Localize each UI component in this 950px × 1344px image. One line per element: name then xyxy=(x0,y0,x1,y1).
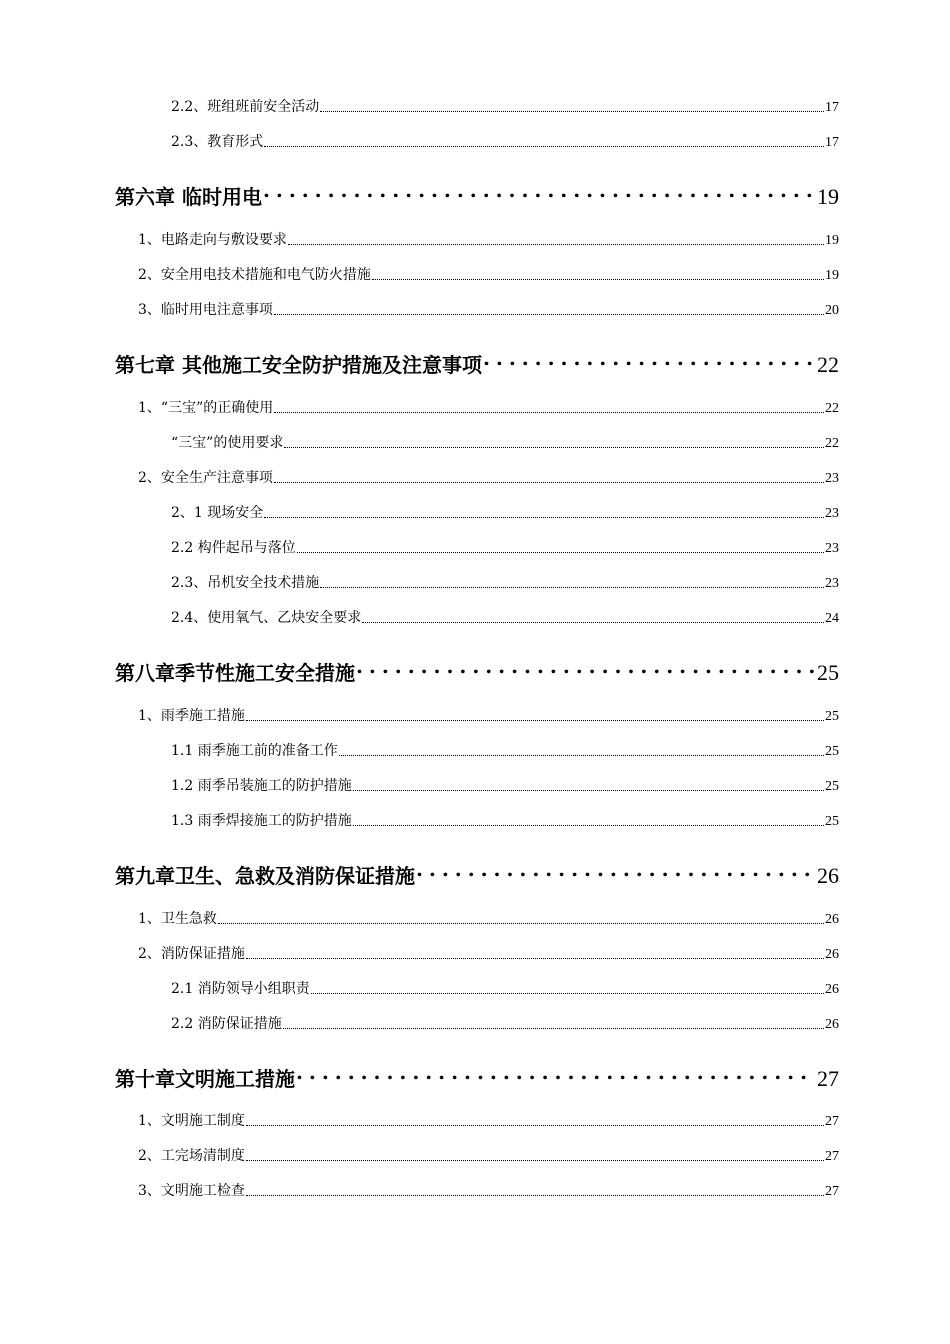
toc-entry-title: 2.2 消防保证措施 xyxy=(171,1016,282,1032)
toc-entry-title: 2.2 构件起吊与落位 xyxy=(171,540,296,556)
toc-chapter-page: 22 xyxy=(817,352,839,377)
toc-leader-dots xyxy=(311,992,824,994)
toc-leader-dots xyxy=(320,586,824,588)
toc-leader-dots xyxy=(288,243,824,245)
toc-entry-page: 17 xyxy=(825,135,839,150)
toc-entry-title: 2.3、吊机安全技术措施 xyxy=(171,575,320,591)
toc-leader-dots xyxy=(320,110,824,112)
toc-entry-page: 19 xyxy=(825,268,839,283)
toc-entry-page: 27 xyxy=(825,1184,839,1199)
toc-chapter-entry[interactable] xyxy=(115,1058,839,1091)
toc-entry[interactable] xyxy=(171,97,839,117)
toc-entry[interactable] xyxy=(171,811,839,831)
toc-entry-title: 1、文明施工制度 xyxy=(138,1113,245,1129)
toc-entry-page: 17 xyxy=(825,100,839,115)
toc-entry-title: 1、“三宝”的正确使用 xyxy=(138,400,274,416)
toc-entry-page: 23 xyxy=(825,541,839,556)
toc-entry-title: 1、卫生急救 xyxy=(138,911,217,927)
toc-entry[interactable] xyxy=(138,468,839,488)
toc-leader-dots xyxy=(353,789,824,791)
toc-leader-dots xyxy=(274,313,824,315)
toc-entry[interactable] xyxy=(138,909,839,929)
toc-entry-page: 25 xyxy=(825,814,839,829)
toc-leader-dots xyxy=(372,278,824,280)
toc-entry[interactable] xyxy=(171,433,839,453)
toc-chapter-entry[interactable] xyxy=(115,855,839,888)
toc-leader-dots xyxy=(246,1194,824,1196)
toc-entry-title: 3、文明施工检查 xyxy=(138,1183,245,1199)
toc-leader-dots xyxy=(274,481,824,483)
toc-entry[interactable] xyxy=(138,1146,839,1166)
toc-entry-page: 19 xyxy=(825,233,839,248)
toc-entry[interactable] xyxy=(138,265,839,285)
toc-leader-dots xyxy=(218,922,824,924)
toc-chapter-entry[interactable] xyxy=(115,176,839,209)
toc-entry[interactable] xyxy=(171,132,839,152)
toc-entry-page: 24 xyxy=(825,611,839,626)
toc-entry-page: 26 xyxy=(825,912,839,927)
toc-leader-dots xyxy=(296,1058,814,1086)
toc-chapter-page: 27 xyxy=(817,1066,839,1091)
toc-chapter-title: 第八章季节性施工安全措施 xyxy=(115,661,355,685)
toc-entry[interactable] xyxy=(171,608,839,628)
toc-entry[interactable] xyxy=(138,300,839,320)
toc-entry-title: 2、消防保证措施 xyxy=(138,946,245,962)
toc-entry[interactable] xyxy=(171,538,839,558)
toc-leader-dots xyxy=(264,145,824,147)
toc-leader-dots xyxy=(356,652,814,680)
toc-entry-title: 1.2 雨季吊装施工的防护措施 xyxy=(171,778,352,794)
toc-entry-title: 2、安全生产注意事项 xyxy=(138,470,273,486)
toc-entry[interactable] xyxy=(171,776,839,796)
toc-entry-page: 25 xyxy=(825,744,839,759)
toc-entry-title: 1.3 雨季焊接施工的防护措施 xyxy=(171,813,352,829)
toc-entry-page: 26 xyxy=(825,1017,839,1032)
toc-entry-page: 20 xyxy=(825,303,839,318)
toc-entry[interactable] xyxy=(171,1014,839,1034)
toc-entry[interactable] xyxy=(171,979,839,999)
toc-entry[interactable] xyxy=(138,1111,839,1131)
toc-chapter-page: 26 xyxy=(817,863,839,888)
toc-leader-dots xyxy=(246,1159,824,1161)
toc-leader-dots xyxy=(297,551,824,553)
toc-entry-page: 25 xyxy=(825,779,839,794)
toc-entry[interactable] xyxy=(138,1181,839,1201)
toc-entry-page: 26 xyxy=(825,982,839,997)
toc-entry-title: 1、电路走向与敷设要求 xyxy=(138,232,287,248)
toc-entry[interactable] xyxy=(171,741,839,761)
toc-entry-page: 23 xyxy=(825,576,839,591)
toc-entry[interactable] xyxy=(171,503,839,523)
toc-entry[interactable] xyxy=(138,706,839,726)
toc-entry[interactable] xyxy=(138,398,839,418)
toc-chapter-page: 19 xyxy=(817,184,839,209)
toc-leader-dots xyxy=(353,824,824,826)
toc-leader-dots xyxy=(246,719,824,721)
toc-entry-page: 27 xyxy=(825,1114,839,1129)
toc-entry-title: 2.4、使用氧气、乙炔安全要求 xyxy=(171,610,362,626)
toc-entry-title: 1、雨季施工措施 xyxy=(138,708,245,724)
toc-entry-title: 1.1 雨季施工前的准备工作 xyxy=(171,743,338,759)
toc-entry[interactable] xyxy=(171,573,839,593)
toc-chapter-title: 第六章 临时用电 xyxy=(115,185,262,209)
toc-entry-title: 2.1 消防领导小组职责 xyxy=(171,981,310,997)
toc-leader-dots xyxy=(362,621,824,623)
toc-entry-page: 22 xyxy=(825,436,839,451)
toc-leader-dots xyxy=(283,1027,824,1029)
toc-leader-dots xyxy=(274,411,824,413)
toc-entry-page: 23 xyxy=(825,471,839,486)
toc-chapter-entry[interactable] xyxy=(115,344,839,377)
toc-leader-dots xyxy=(284,446,824,448)
toc-chapter-title: 第七章 其他施工安全防护措施及注意事项 xyxy=(115,353,482,377)
toc-entry-page: 25 xyxy=(825,709,839,724)
toc-entry[interactable] xyxy=(138,230,839,250)
toc-leader-dots xyxy=(339,754,824,756)
toc-leader-dots xyxy=(246,957,824,959)
toc-entry-title: 2.3、教育形式 xyxy=(171,134,264,150)
toc-chapter-page: 25 xyxy=(817,660,839,685)
toc-entry-title: 2、工完场清制度 xyxy=(138,1148,245,1164)
toc-entry-title: 2、1 现场安全 xyxy=(171,505,264,521)
toc-entry-page: 23 xyxy=(825,506,839,521)
toc-entry-page: 26 xyxy=(825,947,839,962)
toc-chapter-entry[interactable] xyxy=(115,652,839,685)
toc-entry-title: 3、临时用电注意事项 xyxy=(138,302,273,318)
toc-leader-dots xyxy=(264,516,824,518)
toc-entry[interactable] xyxy=(138,944,839,964)
toc-entry-page: 27 xyxy=(825,1149,839,1164)
toc-entry-title: 2、安全用电技术措施和电气防火措施 xyxy=(138,267,371,283)
toc-entry-title: “三宝”的使用要求 xyxy=(171,435,284,451)
toc-leader-dots xyxy=(246,1124,824,1126)
toc-leader-dots xyxy=(263,176,814,204)
toc-entry-page: 22 xyxy=(825,401,839,416)
toc-entry-title: 2.2、班组班前安全活动 xyxy=(171,99,320,115)
toc-leader-dots xyxy=(416,855,814,883)
toc-chapter-title: 第九章卫生、急救及消防保证措施 xyxy=(115,864,415,888)
toc-leader-dots xyxy=(483,344,814,372)
toc-chapter-title: 第十章文明施工措施 xyxy=(115,1067,295,1091)
